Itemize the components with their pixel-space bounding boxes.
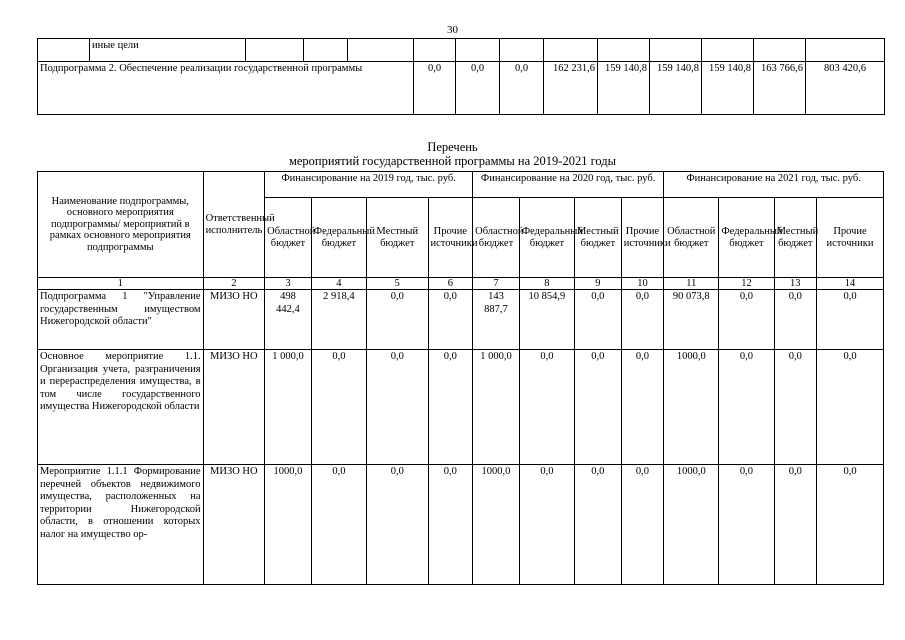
section-subtitle: мероприятий государственной программы на 2019-2021 годы [288, 154, 617, 168]
value-cell: 163 766,6 [754, 62, 806, 115]
top-table [37, 38, 885, 115]
measures-table [37, 171, 884, 585]
header-fin-2020: Финансирование на 2020 год, тыс. руб. [473, 172, 664, 198]
measure-name: Подпрограмма 1 "Управление государственным имуществом Нижегородской области" [38, 290, 204, 350]
value-cell: 1000,0 [265, 465, 312, 585]
value-cell: 0,0 [428, 350, 473, 465]
value-cell: 0,0 [719, 350, 774, 465]
value-cell: 0,0 [500, 62, 544, 115]
header-regional: Областной бюджет [664, 198, 719, 278]
value-cell: 0,0 [719, 465, 774, 585]
value-cell: 1 000,0 [265, 350, 312, 465]
header-federal: Федеральный бюджет [719, 198, 774, 278]
header-row [38, 172, 884, 198]
value-cell: 0,0 [774, 350, 816, 465]
responsible: МИЗО НО [203, 465, 265, 585]
value-cell: 0,0 [817, 465, 884, 585]
measure-name: Мероприятие 1.1.1 Формирование перечней объектов недвижимого имущества, расположенных на территории Нижегородской области, в отношении которых налог на имущество ор- [38, 465, 204, 585]
header-responsible: Ответственный исполнитель [203, 172, 265, 278]
column-number: 12 [719, 278, 774, 290]
column-number: 11 [664, 278, 719, 290]
page-number: 30 [447, 24, 458, 36]
header-name: Наименование подпрограммы, основного мероприятия подпрограммы/ мероприятий в рамках основного мероприятия подпрограммы [38, 172, 204, 278]
value-cell: 0,0 [575, 290, 622, 350]
column-number: 2 [203, 278, 265, 290]
header-local: Местный бюджет [366, 198, 428, 278]
value-cell: 162 231,6 [544, 62, 598, 115]
value-cell: 0,0 [817, 290, 884, 350]
value-cell: 1000,0 [664, 465, 719, 585]
value-cell: 0,0 [774, 290, 816, 350]
value-cell: 0,0 [366, 350, 428, 465]
column-number: 4 [311, 278, 366, 290]
value-cell: 1000,0 [473, 465, 520, 585]
value-cell: 0,0 [774, 465, 816, 585]
row-label: иные цели [90, 39, 246, 62]
value-cell: 143 887,7 [473, 290, 520, 350]
value-cell: 0,0 [621, 350, 663, 465]
value-cell: 498 442,4 [265, 290, 312, 350]
value-cell: 0,0 [817, 350, 884, 465]
value-cell: 159 140,8 [650, 62, 702, 115]
column-number: 5 [366, 278, 428, 290]
value-cell: 0,0 [366, 465, 428, 585]
value-cell: 0,0 [311, 465, 366, 585]
cell [38, 39, 90, 62]
column-number: 8 [519, 278, 574, 290]
value-cell: 0,0 [311, 350, 366, 465]
column-number: 10 [621, 278, 663, 290]
value-cell: 0,0 [366, 290, 428, 350]
value-cell: 0,0 [575, 465, 622, 585]
value-cell: 0,0 [575, 350, 622, 465]
value-cell: 0,0 [428, 290, 473, 350]
responsible: МИЗО НО [203, 290, 265, 350]
column-number: 9 [575, 278, 622, 290]
value-cell: 0,0 [719, 290, 774, 350]
column-number: 7 [473, 278, 520, 290]
measure-name: Основное мероприятие 1.1. Организация учета, разграничения и перераспределения имущества, в том числе государственного имущества Нижегородской области [38, 350, 204, 465]
value-cell: 2 918,4 [311, 290, 366, 350]
section-title: Перечень [427, 140, 478, 154]
header-federal: Федеральный бюджет [519, 198, 574, 278]
column-number: 14 [817, 278, 884, 290]
table-row [38, 350, 884, 465]
table-row [38, 39, 885, 62]
table-row [38, 465, 884, 585]
header-local: Местный бюджет [774, 198, 816, 278]
value-cell: 0,0 [414, 62, 456, 115]
value-cell: 1 000,0 [473, 350, 520, 465]
value-cell: 803 420,6 [806, 62, 885, 115]
header-regional: Областной бюджет [473, 198, 520, 278]
value-cell: 1000,0 [664, 350, 719, 465]
value-cell: 90 073,8 [664, 290, 719, 350]
header-federal: Федеральный бюджет [311, 198, 366, 278]
column-number: 3 [265, 278, 312, 290]
responsible: МИЗО НО [203, 350, 265, 465]
value-cell: 0,0 [456, 62, 500, 115]
column-number: 6 [428, 278, 473, 290]
value-cell: 10 854,9 [519, 290, 574, 350]
value-cell: 0,0 [621, 465, 663, 585]
column-number: 1 [38, 278, 204, 290]
header-other: Прочие источники [621, 198, 663, 278]
value-cell: 0,0 [428, 465, 473, 585]
value-cell: 159 140,8 [702, 62, 754, 115]
header-other: Прочие источники [817, 198, 884, 278]
value-cell: 0,0 [519, 350, 574, 465]
column-number: 13 [774, 278, 816, 290]
header-fin-2021: Финансирование на 2021 год, тыс. руб. [664, 172, 884, 198]
table-row [38, 62, 885, 115]
header-local: Местный бюджет [575, 198, 622, 278]
header-fin-2019: Финансирование на 2019 год, тыс. руб. [265, 172, 473, 198]
header-other: Прочие источники [428, 198, 473, 278]
header-regional: Областной бюджет [265, 198, 312, 278]
value-cell: 159 140,8 [598, 62, 650, 115]
table-row [38, 290, 884, 350]
value-cell: 0,0 [519, 465, 574, 585]
row-label: Подпрограмма 2. Обеспечение реализации государственной программы [38, 62, 414, 115]
column-numbers-row [38, 278, 884, 290]
value-cell: 0,0 [621, 290, 663, 350]
